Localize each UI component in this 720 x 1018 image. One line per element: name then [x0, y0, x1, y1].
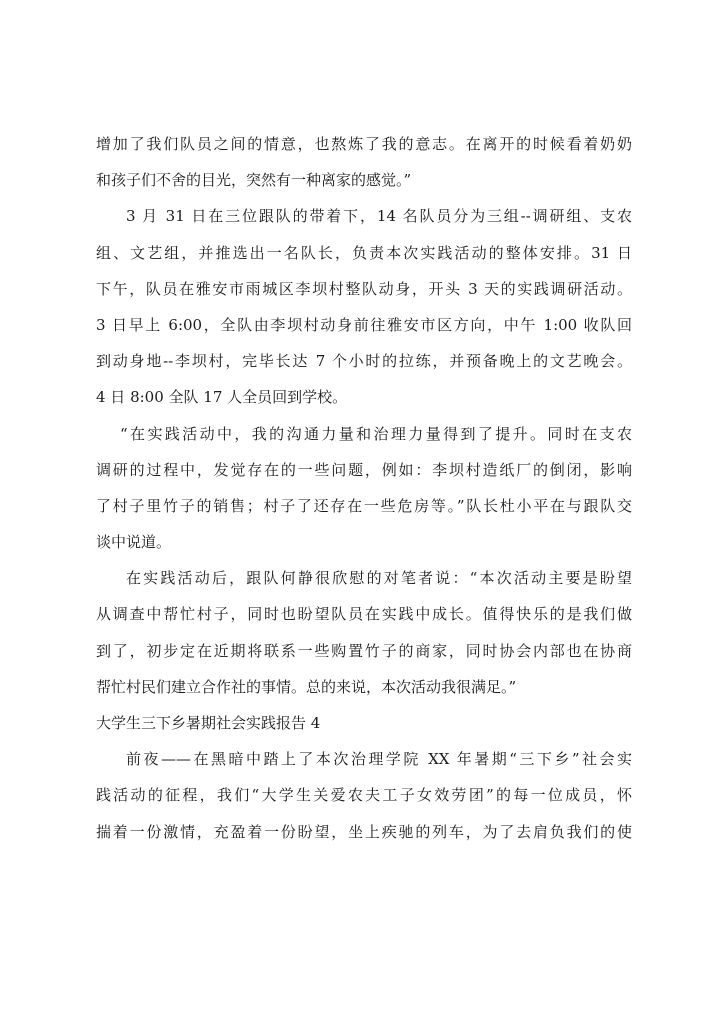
text-line: 到了，初步定在近期将联系一些购置竹子的商家，同时协会内部也在协商	[96, 641, 632, 660]
section-heading: 大学生三下乡暑期社会实践报告 4	[96, 714, 321, 732]
paragraph-start-line: 3 月 31 日在三位跟队的带着下，14 名队员分为三组--调研组、支农	[126, 207, 632, 226]
text-line: 践活动的征程，我们“大学生关爱农夫工子女效劳团”的每一位成员，怀	[96, 786, 632, 805]
text-line: 了村子里竹子的销售；村子了还存在一些危房等。”队长杜小平在与跟队交	[96, 496, 632, 515]
text-line: 调研的过程中，发觉存在的一些问题，例如：李坝村造纸厂的倒闭，影响	[96, 460, 632, 479]
text-line: 增加了我们队员之间的情意，也熬炼了我的意志。在离开的时候看着奶奶	[96, 135, 632, 153]
text-line: 组、文艺组，并推选出一名队长，负责本次实践活动的整体安排。31 日	[96, 243, 632, 262]
text-line: 谈中说道。	[96, 533, 172, 552]
document-body	[96, 126, 632, 850]
text-line: 揣着一份激情，充盈着一份盼望，坐上疾驰的列车，为了去肩负我们的使	[96, 822, 632, 841]
text-line: 和孩子们不舍的目光，突然有一种离家的感觉。”	[96, 171, 412, 190]
text-line: 帮忙村民们建立合作社的事情。总的来说，本次活动我很满足。”	[96, 677, 517, 696]
paragraph-start-line: 前夜——在黑暗中踏上了本次治理学院 XX 年暑期“三下乡”社会实	[126, 750, 632, 769]
text-line: 下午，队员在雅安市雨城区李坝村整队动身，开头 3 天的实践调研活动。	[96, 279, 632, 298]
text-line: 到动身地--李坝村，完毕长达 7 个小时的拉练，并预备晚上的文艺晚会。	[96, 352, 632, 371]
text-line: 4 日 8:00 全队 17 人全员回到学校。	[96, 388, 348, 407]
text-line: 3 日早上 6:00，全队由李坝村动身前往雅安市区方向，中午 1:00 收队回	[96, 315, 632, 334]
paragraph-start-line: 在实践活动后，跟队何静很欣慰的对笔者说：“本次活动主要是盼望	[126, 569, 632, 588]
text-line: 从调查中帮忙村子，同时也盼望队员在实践中成长。值得快乐的是我们做	[96, 605, 632, 624]
paragraph-start-line: “在实践活动中，我的沟通力量和治理力量得到了提升。同时在支农	[120, 424, 632, 443]
